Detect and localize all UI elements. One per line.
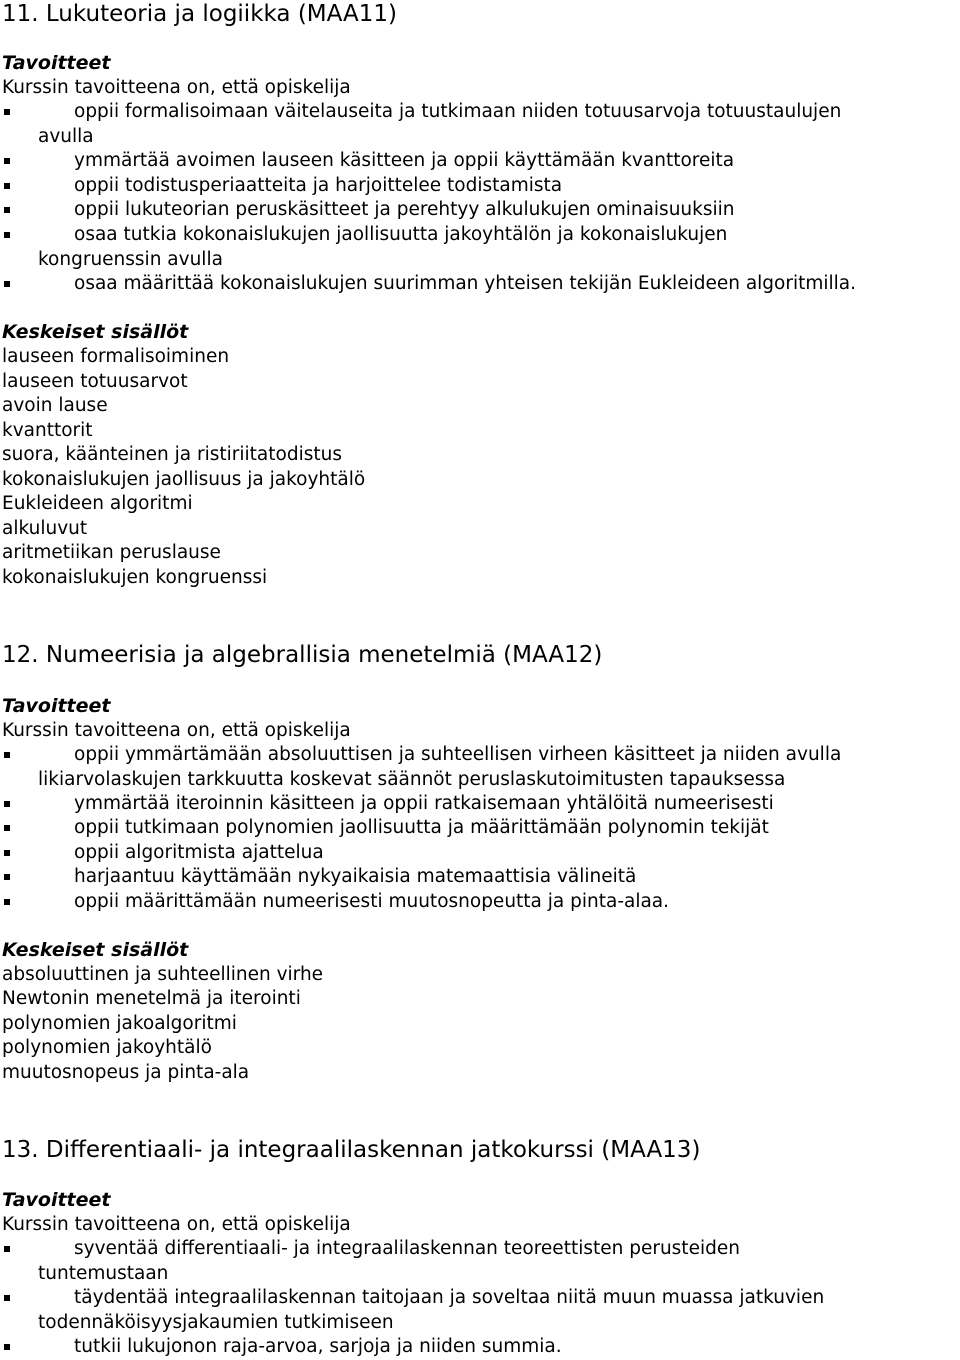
content-item: lauseen totuusarvot [2,371,188,392]
contents-title: Keskeiset sisällöt [2,939,189,961]
bullet-icon [4,899,10,905]
content-item: suora, käänteinen ja ristiriitatodistus [2,444,342,465]
goal-item: oppii määrittämään numeerisesti muutosnopeutta ja pinta-alaa. [2,890,952,915]
bullet-icon [4,281,10,287]
goal-item: oppii formalisoimaan väitelauseita ja tutkimaan niiden totuusarvoja totuustaulujen avulla [2,100,952,149]
goals-title: Tavoitteet [2,695,111,717]
content-item: kokonaislukujen jaollisuus ja jakoyhtälö [2,469,366,490]
content-item: polynomien jakoyhtälö [2,1037,212,1058]
goal-item: syventää differentiaali- ja integraalilaskennan teoreettisten perusteiden tuntemustaan [2,1237,952,1286]
goals-title: Tavoitteet [2,1189,111,1211]
goals-intro: Kurssin tavoitteena on, että opiskelija [2,720,351,741]
goal-item: oppii todistusperiaatteita ja harjoittelee todistamista [2,174,952,199]
section-heading: 11. Lukuteoria ja logiikka (MAA11) [2,1,397,27]
bullet-icon [4,207,10,213]
content-item: lauseen formalisoiminen [2,346,230,367]
goal-item: oppii ymmärtämään absoluuttisen ja suhteellisen virheen käsitteet ja niiden avulla likiarvolaskujen tarkkuutta koskevat säännöt peruslaskutoimitusten tapauksessa [2,743,952,792]
goal-item: osaa tutkia kokonaislukujen jaollisuutta jakoyhtälön ja kokonaislukujen kongruenssin avulla [2,223,952,272]
bullet-icon [4,825,10,831]
bullet-icon [4,1295,10,1301]
bullet-icon [4,109,10,115]
contents-title: Keskeiset sisällöt [2,321,189,343]
goal-item: täydentää integraalilaskennan taitojaan ja soveltaa niitä muun muassa jatkuvien todennäköisyysjakaumien tutkimiseen [2,1286,952,1335]
section-heading: 12. Numeerisia ja algebrallisia menetelmiä (MAA12) [2,642,603,668]
goals-intro: Kurssin tavoitteena on, että opiskelija [2,1214,351,1235]
bullet-icon [4,158,10,164]
goals-title: Tavoitteet [2,52,111,74]
bullet-icon [4,183,10,189]
content-item: avoin lause [2,395,108,416]
goals-intro: Kurssin tavoitteena on, että opiskelija [2,77,351,98]
content-item: absoluuttinen ja suhteellinen virhe [2,964,324,985]
content-item: muutosnopeus ja pinta-ala [2,1062,250,1083]
bullet-icon [4,1344,10,1350]
goal-item: osaa määrittää kokonaislukujen suurimman yhteisen tekijän Eukleideen algoritmilla. [2,272,952,297]
bullet-icon [4,801,10,807]
goal-item: oppii tutkimaan polynomien jaollisuutta ja määrittämään polynomin tekijät [2,816,952,841]
goal-item: ymmärtää iteroinnin käsitteen ja oppii ratkaisemaan yhtälöitä numeerisesti [2,792,952,817]
goal-item: tutkii lukujonon raja-arvoa, sarjoja ja niiden summia. [2,1335,952,1360]
content-item: Newtonin menetelmä ja iterointi [2,988,301,1009]
content-item: kvanttorit [2,420,93,441]
goal-item: ymmärtää avoimen lauseen käsitteen ja oppii käyttämään kvanttoreita [2,149,952,174]
goal-item: oppii algoritmista ajattelua [2,841,952,866]
content-item: polynomien jakoalgoritmi [2,1013,237,1034]
bullet-icon [4,232,10,238]
goal-item: harjaantuu käyttämään nykyaikaisia matemaattisia välineitä [2,865,952,890]
bullet-icon [4,850,10,856]
bullet-icon [4,874,10,880]
content-item: alkuluvut [2,518,88,539]
section-heading: 13. Differentiaali- ja integraalilaskennan jatkokurssi (MAA13) [2,1137,701,1163]
bullet-icon [4,1246,10,1252]
goal-item: oppii lukuteorian peruskäsitteet ja perehtyy alkulukujen ominaisuuksiin [2,198,952,223]
content-item: Eukleideen algoritmi [2,493,193,514]
content-item: kokonaislukujen kongruenssi [2,567,268,588]
bullet-icon [4,752,10,758]
content-item: aritmetiikan peruslause [2,542,221,563]
